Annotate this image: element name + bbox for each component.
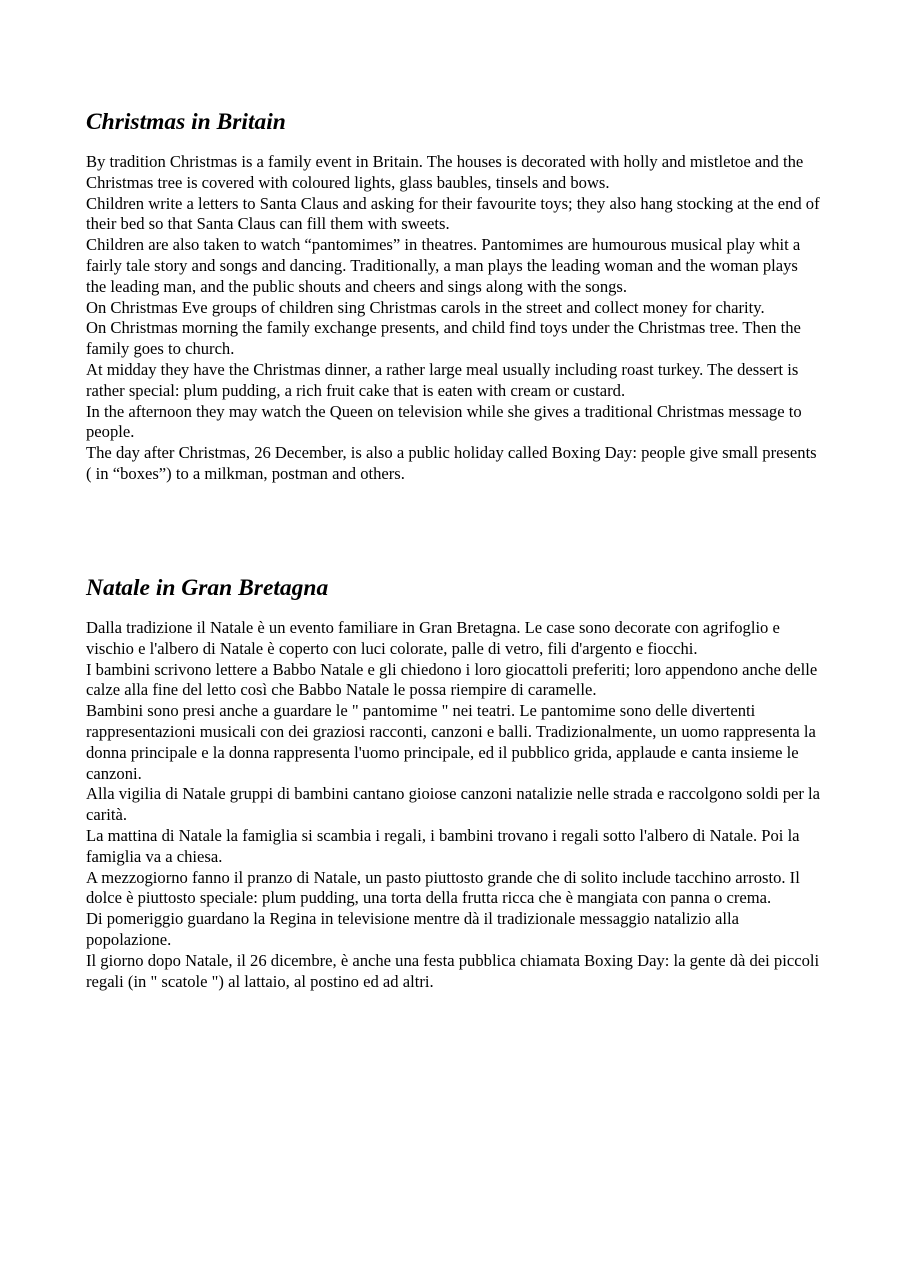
paragraph: On Christmas Eve groups of children sing Christmas carols in the street and collect money for charity. xyxy=(86,297,765,317)
section-title: Natale in Gran Bretagna xyxy=(86,575,329,601)
section-title: Christmas in Britain xyxy=(86,109,286,135)
paragraph: Il giorno dopo Natale, il 26 dicembre, è anche una festa pubblica chiamata Boxing Day: la gente dà dei piccoli regali (in " scatole ") al lattaio, al postino ed ad altri. xyxy=(86,950,820,991)
section-english xyxy=(86,106,821,485)
paragraph: Dalla tradizione il Natale è un evento familiare in Gran Bretagna. Le case sono decorate con agrifoglio e vischio e l'albero di Natale è coperto con luci colorate, palle di vetro, fili d'argento e fiocchi. xyxy=(86,618,780,658)
paragraph: Children write a letters to Santa Claus and asking for their favourite toys; they also hang stocking at the end of their bed so that Santa Claus can fill them with sweets. xyxy=(86,193,820,234)
paragraph: Children are also taken to watch “pantomimes” in theatres. Pantomimes are humourous musical play whit a fairly tale story and songs and dancing. Traditionally, a man plays the leading woman and the woman plays the leading man, and the public shouts and cheers and sings along with the songs. xyxy=(86,235,801,296)
paragraph: A mezzogiorno fanno il pranzo di Natale, un pasto piuttosto grande che di solito include tacchino arrosto. Il dolce è piuttosto speciale: plum pudding, una torta della frutta ricca che è mangiata con panna o crema. xyxy=(86,867,800,908)
paragraph: La mattina di Natale la famiglia si scambia i regali, i bambini trovano i regali sotto l'albero di Natale. Poi la famiglia va a chiesa. xyxy=(86,825,800,866)
paragraph: On Christmas morning the family exchange presents, and child find toys under the Christmas tree. Then the family goes to church. xyxy=(86,318,801,359)
paragraph: Di pomeriggio guardano la Regina in televisione mentre dà il tradizionale messaggio natalizio alla popolazione. xyxy=(86,909,739,949)
paragraph: At midday they have the Christmas dinner, a rather large meal usually including roast turkey. The dessert is rather special: plum pudding, a rich fruit cake that is eaten with cream or custard. xyxy=(86,359,799,400)
paragraph: Alla vigilia di Natale gruppi di bambini cantano gioiose canzoni natalizie nelle strada e raccolgono soldi per la carità. xyxy=(86,784,821,825)
paragraph: By tradition Christmas is a family event in Britain. The houses is decorated with holly and mistletoe and the Christmas tree is covered with coloured lights, glass baubles, tinsels and bows. xyxy=(86,152,804,192)
paragraph: I bambini scrivono lettere a Babbo Natale e gli chiedono i loro giocattoli preferiti; loro appendono anche delle calze alla fine del letto così che Babbo Natale le possa riempire di caramelle. xyxy=(86,659,818,700)
paragraph: The day after Christmas, 26 December, is also a public holiday called Boxing Day: people give small presents ( in “boxes”) to a milkman, postman and others. xyxy=(86,443,817,483)
paragraph: In the afternoon they may watch the Queen on television while she gives a traditional Christmas message to people. xyxy=(86,401,802,442)
paragraph: Bambini sono presi anche a guardare le " pantomime " nei teatri. Le pantomime sono delle divertenti rappresentazioni musicali con dei graziosi racconti, canzoni e balli. Tradizionalmente, un uomo rappresenta la donna principale e la donna rappresenta l'uomo principale, ed il pubblico grida, applaude e canta insieme le canzoni. xyxy=(86,701,816,783)
section-italian xyxy=(86,572,821,992)
